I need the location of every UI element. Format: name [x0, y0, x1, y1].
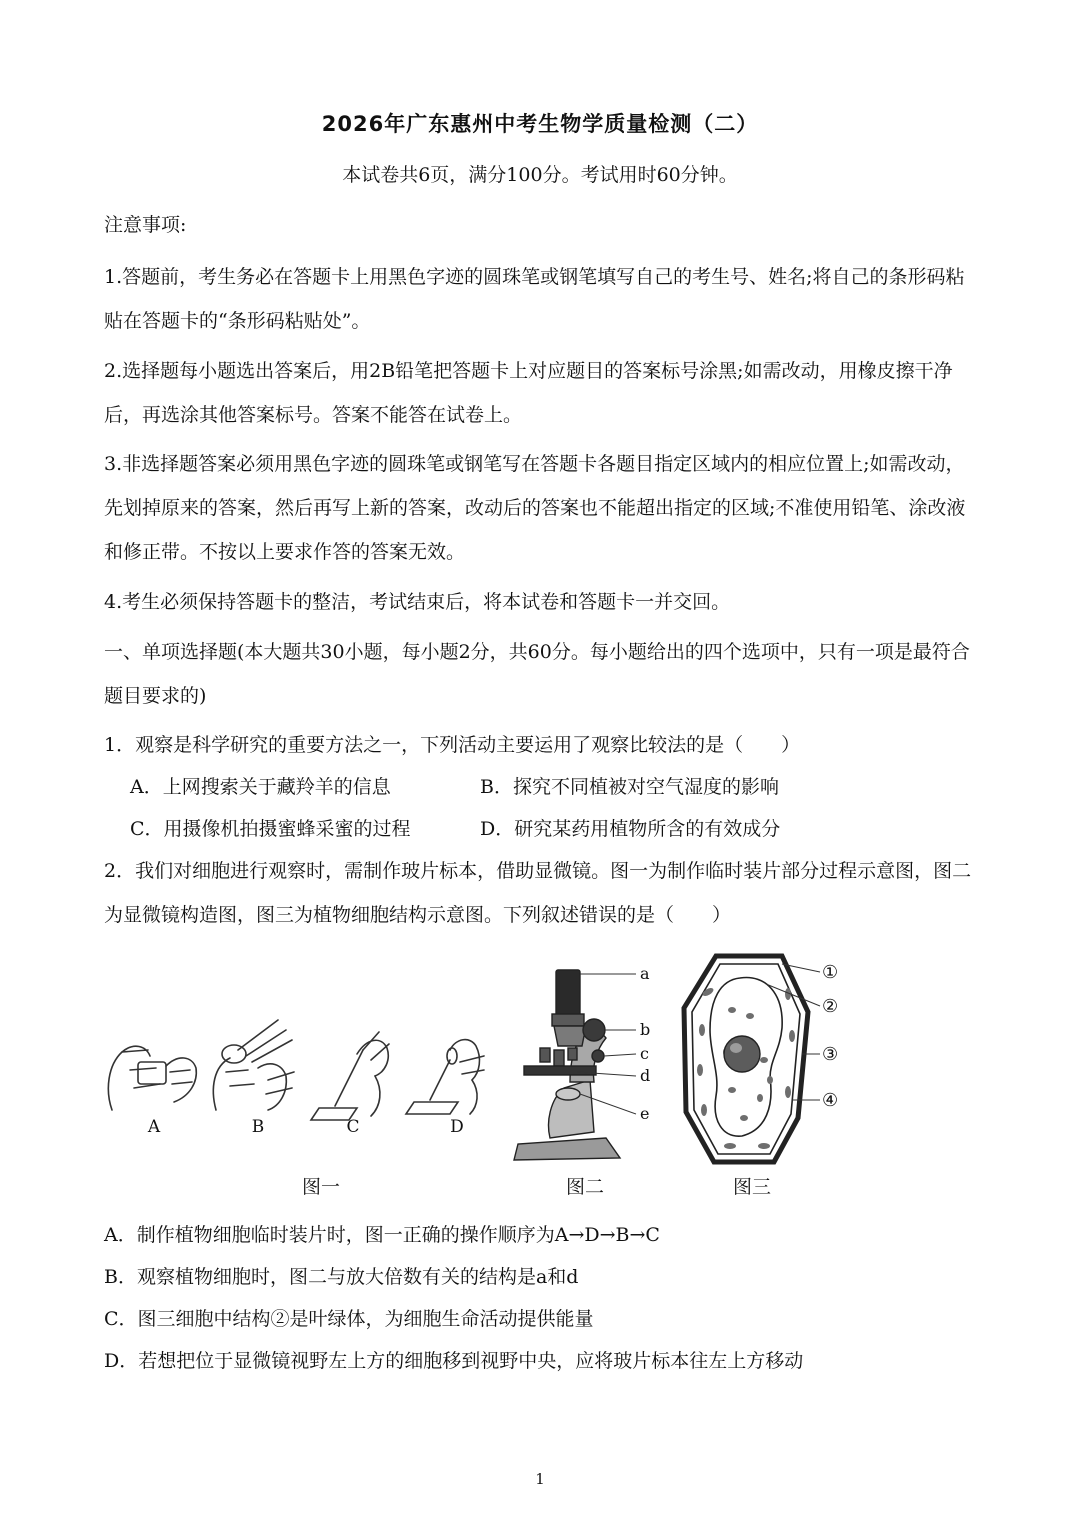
cell-part-label-1: ① [822, 962, 839, 983]
notice-item-3: 3.非选择题答案必须用黑色字迹的圆珠笔或钢笔写在答题卡各题目指定区域内的相应位置上;如需改动，先划掉原来的答案，然后再写上新的答案，改动后的答案也不能超出指定的区域;不准使用铅笔、涂改液和修正带。不按以上要求作答的答案无效。 [104, 453, 966, 563]
step-label-a: A [147, 1117, 161, 1137]
question-1-stem: 1．观察是科学研究的重要方法之一，下列活动主要运用了观察比较法的是（ ） [104, 734, 801, 756]
q1-option-a: A．上网搜索关于藏羚羊的信息 [130, 776, 391, 798]
notice-item-1: 1.答题前，考生务必在答题卡上用黑色字迹的圆珠笔或钢笔填写自己的考生号、姓名;将自己的条形码粘贴在答题卡的“条形码粘贴处”。 [104, 266, 965, 332]
step-label-c: C [346, 1117, 360, 1137]
part-label-d: d [640, 1066, 651, 1085]
notice-item-2: 2.选择题每小题选出答案后，用2B铅笔把答题卡上对应题目的答案标号涂黑;如需改动，用橡皮擦干净后，再选涂其他答案标号。答案不能答在试卷上。 [104, 360, 953, 426]
q2-option-b: B．观察植物细胞时，图二与放大倍数有关的结构是a和d [104, 1266, 579, 1288]
q1-option-d: D．研究某药用植物所含的有效成分 [480, 818, 781, 840]
part-label-e: e [640, 1104, 650, 1123]
q2-option-c: C．图三细胞中结构②是叶绿体，为细胞生命活动提供能量 [104, 1308, 594, 1330]
step-label-b: B [251, 1117, 265, 1137]
notice-heading: 注意事项: [104, 214, 187, 236]
page-title: 2026年广东惠州中考生物学质量检测（二） [321, 112, 759, 136]
cell-part-label-4: ④ [822, 1090, 839, 1111]
step-label-d: D [450, 1117, 464, 1137]
cell-part-label-3: ③ [822, 1044, 839, 1065]
step-c-illustration [311, 1032, 389, 1120]
section-heading: 一、单项选择题(本大题共30小题，每小题2分，共60分。每小题给出的四个选项中，只有一项是最符合题目要求的) [104, 641, 970, 707]
figure-2-caption: 图二 [566, 1176, 605, 1198]
part-label-b: b [640, 1020, 651, 1039]
cell-part-label-2: ② [822, 996, 839, 1017]
q2-option-d: D．若想把位于显微镜视野左上方的细胞移到视野中央，应将玻片标本往左上方移动 [104, 1350, 804, 1372]
page-number: 1 [535, 1470, 545, 1488]
step-a-illustration [108, 1046, 196, 1110]
q2-option-a: A．制作植物细胞临时装片时，图一正确的操作顺序为A→D→B→C [104, 1224, 660, 1246]
question-2-stem: 2．我们对细胞进行观察时，需制作玻片标本，借助显微镜。图一为制作临时装片部分过程示意图，图二为显微镜构造图，图三为植物细胞结构示意图。下列叙述错误的是（ ） [104, 860, 972, 926]
figure-1-illustration [100, 1010, 500, 1140]
part-label-c: c [640, 1044, 649, 1063]
figure-3-caption: 图三 [733, 1176, 772, 1198]
figure-3-plant-cell [670, 950, 850, 1165]
q1-option-c: C．用摄像机拍摄蜜蜂采蜜的过程 [130, 818, 411, 840]
part-label-a: a [640, 964, 650, 983]
q1-option-b: B．探究不同植被对空气湿度的影响 [480, 776, 779, 798]
figure-2-microscope [510, 962, 670, 1172]
exam-info: 本试卷共6页，满分100分。考试用时60分钟。 [342, 164, 738, 186]
step-b-illustration [213, 1020, 294, 1110]
figure-1-caption: 图一 [302, 1176, 341, 1198]
step-d-illustration [406, 1040, 484, 1114]
notice-item-4: 4.考生必须保持答题卡的整洁，考试结束后，将本试卷和答题卡一并交回。 [104, 591, 731, 613]
